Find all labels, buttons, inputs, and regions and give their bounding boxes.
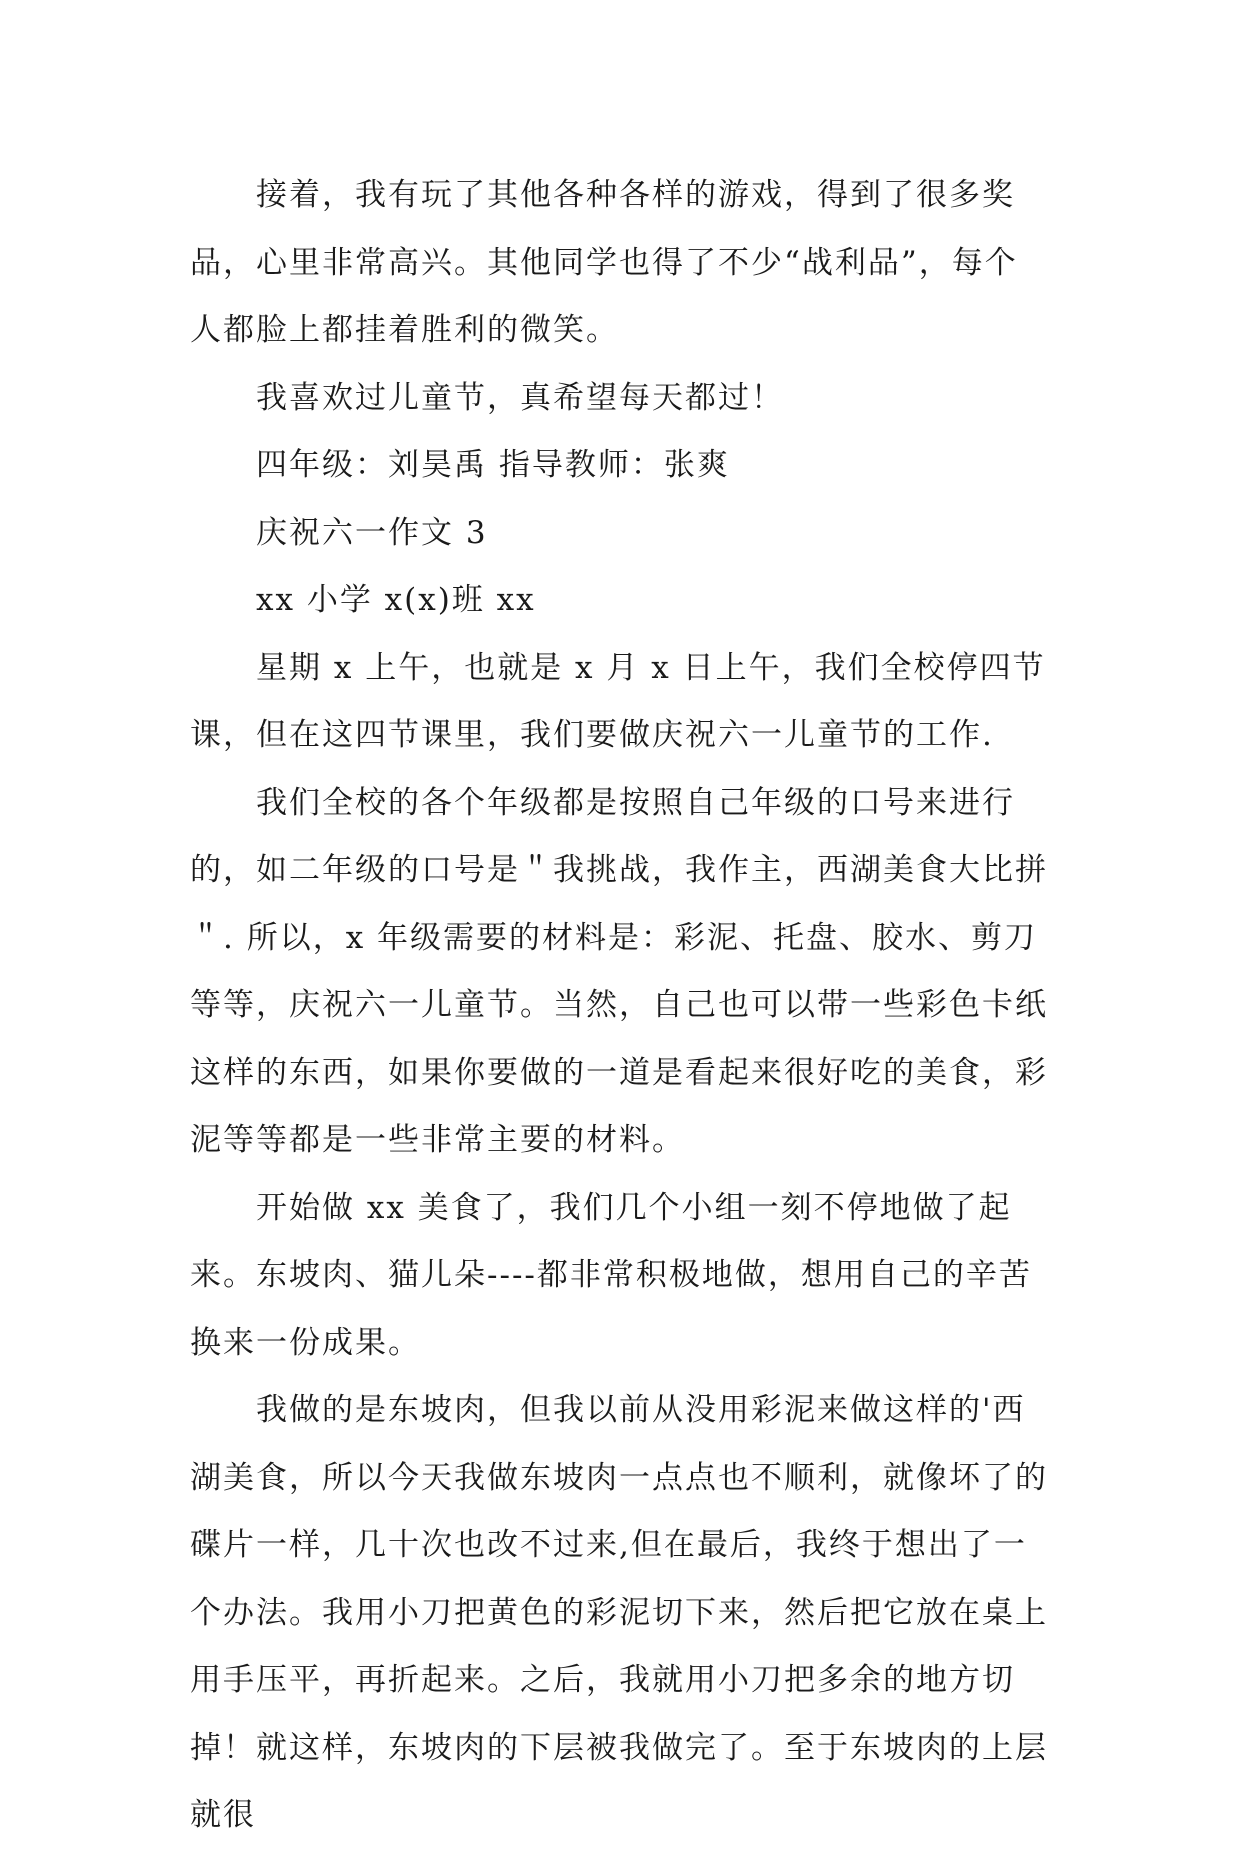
essay-title: 庆祝六一作文 3 [256,514,488,551]
author-line: 四年级：刘昊禹 指导教师：张爽 [256,447,730,483]
document-body [190,162,1050,1850]
paragraph-love-childrens-day: 我喜欢过儿童节，真希望每天都过！ [256,379,784,416]
paragraph-start-making-food: 开始做 xx 美食了，我们几个小组一刻不停地做了起来。东坡肉、猫儿朵----都非常积极地做，想用自己的辛苦换来一份成果。 [190,1189,1032,1361]
paragraph-dongpo-pork: 我做的是东坡肉，但我以前从没用彩泥来做这样的'西湖美食，所以今天我做东坡肉一点点也不顺利，就像坏了的碟片一样，几十次也改不过来,但在最后，我终于想出了一个办法。我用小刀把黄色的彩泥切下来，然后把它放在桌上用手压平，再折起来。之后，我就用小刀把多余的地方切掉！就这样，东坡肉的下层被我做完了。至于东坡肉的上层就很 [190,1392,1048,1833]
school-class-line: xx 小学 x(x)班 xx [256,582,536,618]
paragraph-games-prizes: 接着，我有玩了其他各种各样的游戏，得到了很多奖品，心里非常高兴。其他同学也得了不少“战利品”，每个人都脸上都挂着胜利的微笑。 [190,177,1018,348]
paragraph-morning-classes: 星期 x 上午，也就是 x 月 x 日上午，我们全校停四节课，但在这四节课里，我们要做庆祝六一儿童节的工作. [190,649,1046,753]
paragraph-grade-slogans: 我们全校的各个年级都是按照自己年级的口号来进行的，如二年级的口号是＂我挑战，我作主，西湖美食大比拼＂. 所以，x 年级需要的材料是：彩泥、托盘、胶水、剪刀等等，庆祝六一儿童节。当然，自己也可以带一些彩色卡纸这样的东西，如果你要做的一道是看起来很好吃的美食，彩泥等等都是一些非常主要的材料。 [190,784,1048,1158]
